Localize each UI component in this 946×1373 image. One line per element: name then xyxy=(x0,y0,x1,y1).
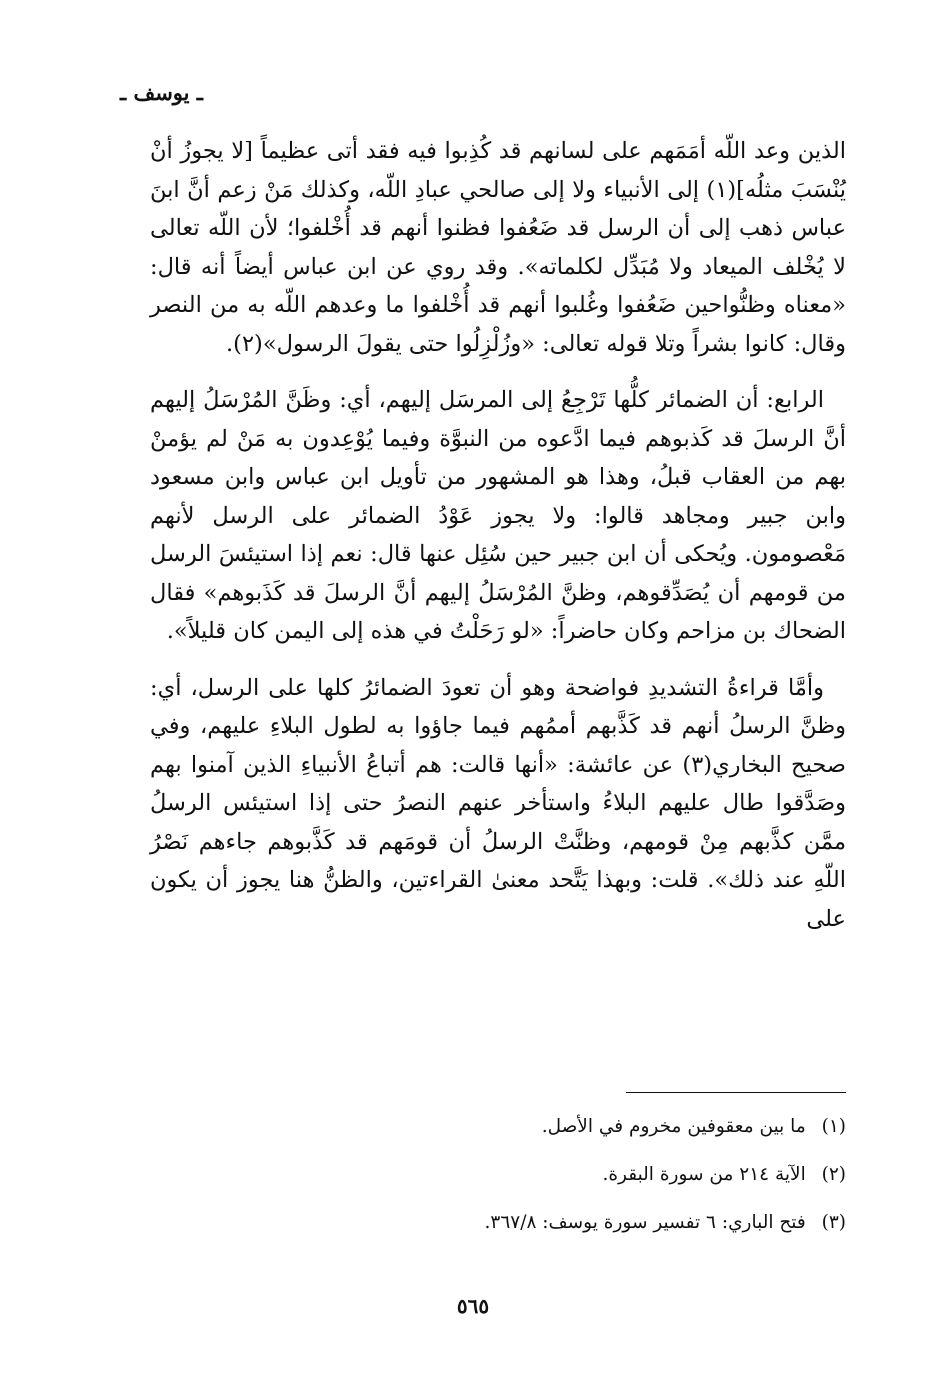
footnote-2 xyxy=(150,1160,846,1190)
footnote-separator xyxy=(626,1092,846,1093)
footnote-number: (٣) xyxy=(821,1212,846,1233)
footnote-3 xyxy=(150,1208,846,1238)
footnotes xyxy=(150,1112,846,1256)
paragraph-3: وأمَّا قراءةُ التشديدِ فواضحة وهو أن تعودَ الضمائرُ كلها على الرسل، أي: وظنَّ الرسلُ أنهم قد كَذَّبهم أممُهم فيما جاؤوا به لطول البلاءِ عليهم، وفي صحيح البخاري(٣) عن عائشة: «أنها قالت: هم أتباعُ الأنبياءِ الذين آمنوا بهم وصَدَّقوا طال عليهم البلاءُ واستأخر عنهم النصرُ حتى إذا استيئس الرسلُ ممَّن كذَّبهم مِنْ قومهم، وظنَّتْ الرسلُ أن قومَهم قد كَذَّبوهم جاءهم نَصْرُ اللّهِ عند ذلك». قلت: وبهذا يَتَّحد معنىٰ القراءتين، والظنُّ هنا يجوز أن يكون على xyxy=(150,674,846,932)
paragraph-1: الذين وعد اللّه أمَمَهم على لسانهم قد كُذِبوا فيه فقد أتى عظيماً [لا يجوزُ أنْ يُنْسَبَ مثلُه](١) إلى الأنبياء ولا إلى صالحي عبادِ اللّه، وكذلك مَنْ زعم أنَّ ابنَ عباس ذهب إلى أن الرسل قد ضَعُفوا فظنوا أنهم قد أُخْلفوا؛ لأن اللّه تعالى لا يُخْلف الميعاد ولا مُبَدِّل لكلماته». وقد روي عن ابن عباس أيضاً أنه قال: «معناه وظنُّواحين ضَعُفوا وغُلبوا أنهم قد أُخْلفوا ما وعدهم اللّه به من النصر وقال: كانوا بشراً وتلا قوله تعالى: «وزُلْزِلُوا حتى يقولَ الرسول»(٢). xyxy=(150,138,847,357)
footnote-1 xyxy=(150,1112,846,1142)
footnote-number: (٢) xyxy=(821,1164,846,1185)
running-header: ـ يوسف ـ xyxy=(120,80,203,105)
footnote-text: فتح الباري: ٦ تفسير سورة يوسف: ٣٦٧/٨. xyxy=(484,1212,806,1233)
footnote-text: ما بين معقوفين مخروم في الأصل. xyxy=(541,1116,806,1137)
footnote-text: الآية ٢١٤ من سورة البقرة. xyxy=(602,1164,806,1185)
page-number: ٥٦٥ xyxy=(456,1294,490,1318)
footnote-number: (١) xyxy=(821,1116,846,1137)
paragraph-2: الرابع: أن الضمائر كلُّها تَرْجِعُ إلى المرسَل إليهم، أي: وظَنَّ المُرْسَلُ إليهم أنَّ الرسلَ قد كَذبوهم فيما ادَّعوه من النبوَّة وفيما يُوْعِدون به مَنْ لم يؤمنْ بهم من العقاب قبلُ، وهذا هو المشهور من تأويل ابن عباس وابن مسعود وابن جبير ومجاهد قالوا: ولا يجوز عَوْدُ الضمائر على الرسل لأنهم مَعْصومون. ويُحكى أن ابن جبير حين سُئِل عنها قال: نعم إذا استيئسَ الرسل من قومهم أن يُصَدِّقوهم، وظنَّ المُرْسَلُ إليهم أنَّ الرسلَ قد كَذَبوهم» فقال الضحاك بن مزاحم وكان حاضراً: «لو رَحَلْتُ في هذه إلى اليمن كان قليلاً». xyxy=(150,387,846,644)
main-text xyxy=(150,132,846,956)
